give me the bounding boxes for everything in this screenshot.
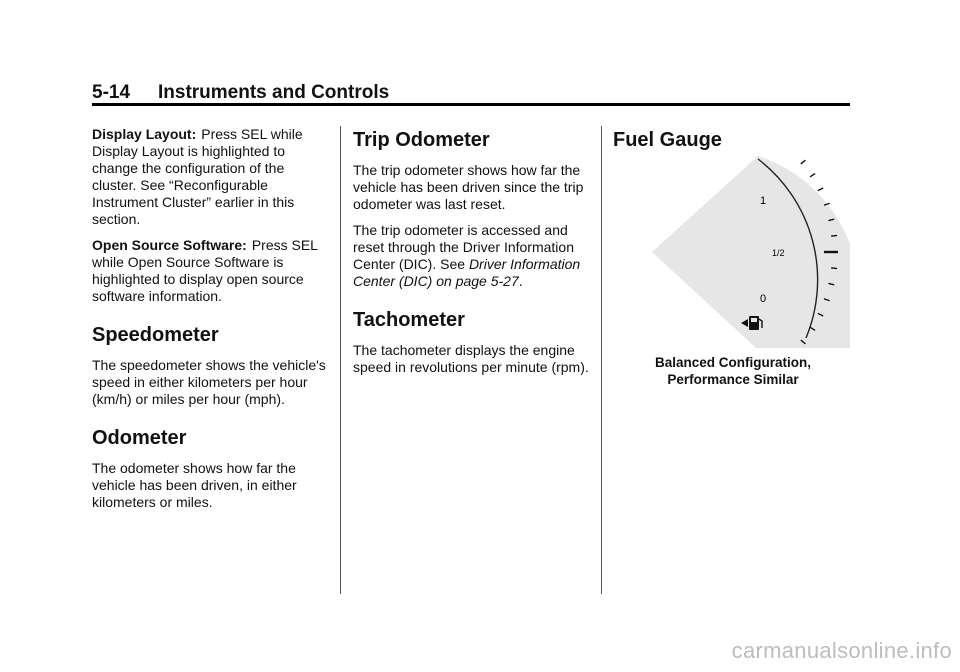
gauge-label-full: 1 <box>760 195 767 207</box>
display-layout-paragraph <box>92 126 332 228</box>
gauge-minor-tick <box>831 235 837 236</box>
trip-odometer-heading: Trip Odometer <box>353 129 490 151</box>
trip-text-pre: The trip odometer is accessed and reset through the Driver Information Center (DIC). See <box>353 222 574 272</box>
gauge-label-half: 1/2 <box>772 248 785 258</box>
odometer-text: The odometer shows how far the vehicle has been driven, in either kilometers or miles. <box>92 460 297 510</box>
column-2 <box>353 126 589 385</box>
open-source-text: Press SEL while Open Source Software is highlighted to display open source software information. <box>92 237 318 304</box>
column-divider <box>601 126 602 594</box>
gauge-label-empty: 0 <box>760 293 767 305</box>
gauge-minor-tick <box>810 174 815 177</box>
open-source-paragraph <box>92 237 332 305</box>
figure-caption <box>613 354 853 388</box>
display-layout-label: Display Layout: <box>92 126 197 142</box>
dic-reference-link[interactable]: Driver Information Center (DIC) on page 5-27 <box>353 256 581 289</box>
column-1 <box>92 126 332 520</box>
trip-odometer-text-2 <box>353 222 589 290</box>
section-title: Instruments and Controls <box>158 82 390 103</box>
speedometer-text: The speedometer shows the vehicle's speed in either kilometers per hour (km/h) or miles per hour (mph). <box>92 357 326 407</box>
fuel-gauge-heading: Fuel Gauge <box>613 129 722 151</box>
fuel-gauge-graphic <box>652 156 850 348</box>
watermark: carmanualsonline.info <box>731 638 952 663</box>
trip-text-post: . <box>518 273 523 289</box>
fuel-gauge-illustration <box>652 156 850 348</box>
gauge-minor-tick <box>818 188 823 191</box>
header-rule <box>92 103 850 106</box>
caption-line-2: Performance Similar <box>667 372 799 387</box>
column-divider <box>340 126 341 594</box>
display-layout-text: Press SEL while Display Layout is highlighted to change the configuration of the cluster. See “Reconfigurable Instrument Cluster” earlier in this section. <box>92 126 303 227</box>
trip-odometer-text-1: The trip odometer shows how far the vehicle has been driven since the trip odometer was last reset. <box>353 162 584 212</box>
page-number: 5-14 <box>92 82 131 103</box>
tachometer-text: The tachometer displays the engine speed in revolutions per minute (rpm). <box>353 342 589 375</box>
odometer-heading: Odometer <box>92 427 187 449</box>
open-source-label: Open Source Software: <box>92 237 247 253</box>
gauge-minor-tick <box>801 160 806 164</box>
caption-line-1: Balanced Configuration, <box>654 355 811 370</box>
tachometer-heading: Tachometer <box>353 309 465 331</box>
speedometer-heading: Speedometer <box>92 324 219 346</box>
gauge-minor-tick <box>831 268 837 269</box>
